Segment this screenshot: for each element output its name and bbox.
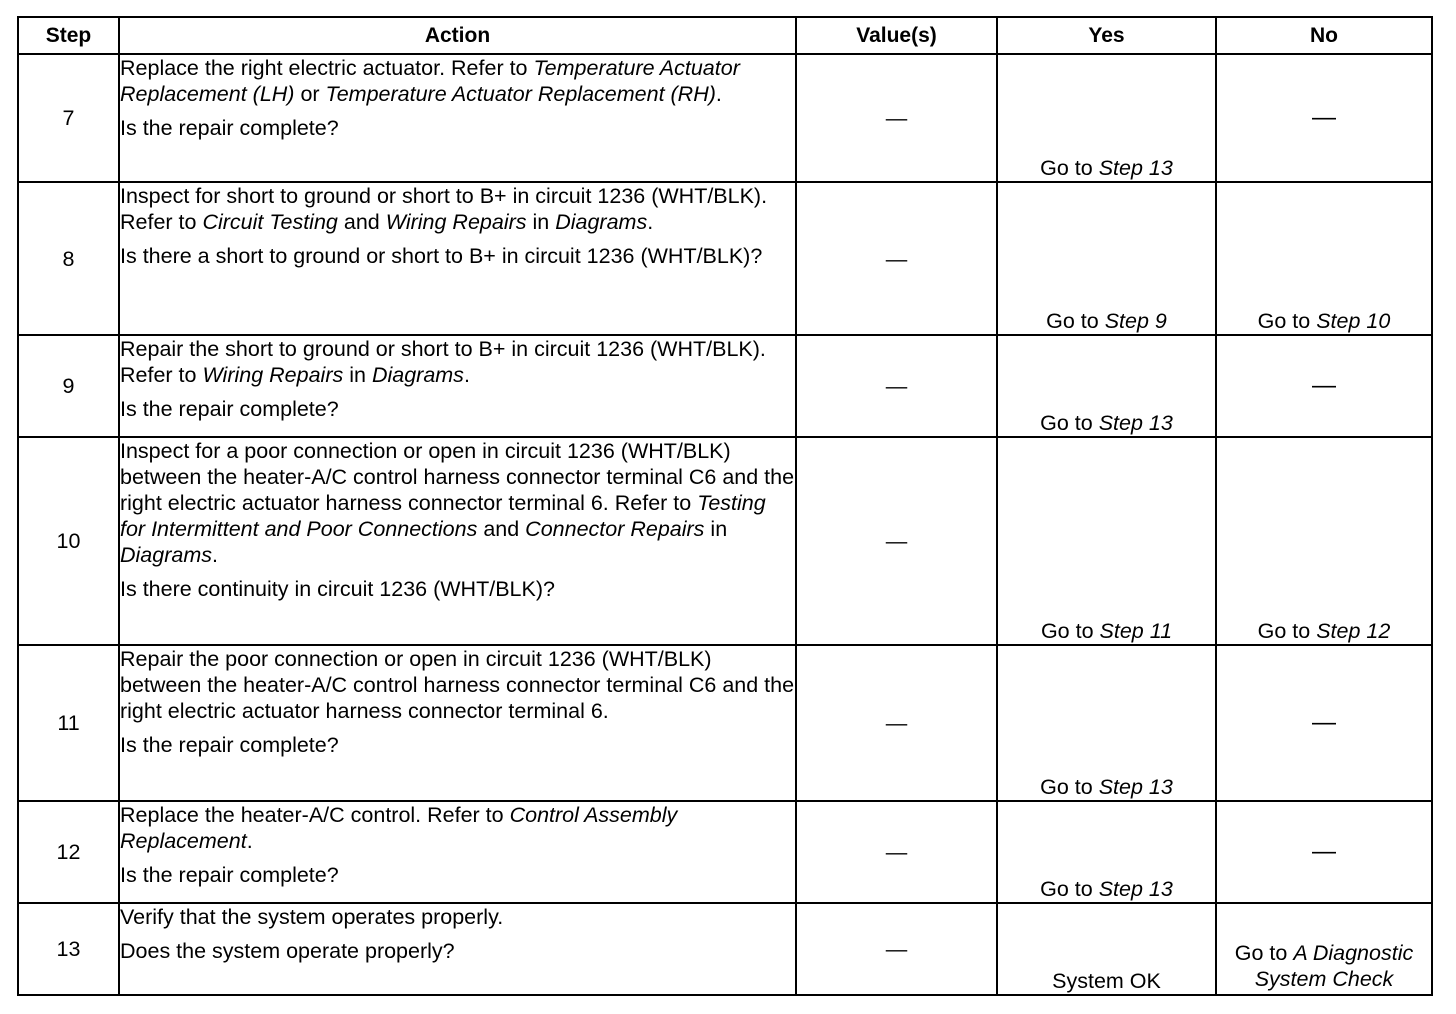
action-text (120, 646, 795, 724)
no-cell: Go to Step 10 (1216, 182, 1432, 335)
no-cell: — (1216, 645, 1432, 801)
table-row (18, 54, 1432, 182)
action-text-segment: Repair the short to ground or short to B+ in circuit 1236 (WHT/BLK). Refer to (120, 337, 766, 387)
action-cell (119, 54, 796, 182)
table-row (18, 182, 1432, 335)
action-text-segment: and (477, 517, 526, 541)
action-cell (119, 335, 796, 437)
step-number: 10 (18, 437, 119, 645)
step-reference: Step 10 (1316, 309, 1391, 333)
reference-link-text: Temperature Actuator Replacement (RH) (325, 82, 716, 106)
value-cell: — (796, 182, 997, 335)
yes-cell: Go to Step 13 (997, 335, 1216, 437)
step-reference: Step 12 (1316, 619, 1391, 643)
reference-link-text: Temperature Actuator Replacement (LH) (120, 56, 740, 106)
reference-link-text: Diagrams (120, 543, 212, 567)
yes-cell: Go to Step 11 (997, 437, 1216, 645)
action-text-segment: . (212, 543, 218, 567)
action-text (120, 904, 795, 930)
action-text-segment: Repair the poor connection or open in circuit 1236 (WHT/BLK) between the heater-A/C control harness connector terminal C6 and the right electric actuator harness connector terminal 6. (120, 647, 795, 723)
yes-cell: Go to Step 13 (997, 801, 1216, 903)
action-question: Does the system operate properly? (120, 939, 455, 963)
value-cell: — (796, 335, 997, 437)
yes-cell: Go to Step 13 (997, 645, 1216, 801)
action-question: Is the repair complete? (120, 733, 339, 757)
action-cell (119, 903, 796, 995)
action-text-segment: . (715, 82, 722, 106)
value-cell: — (796, 801, 997, 903)
action-text (120, 438, 795, 568)
reference-link-text: Wiring Repairs (202, 363, 344, 387)
yes-cell: System OK (997, 903, 1216, 995)
reference-link-text: Connector Repairs (525, 517, 705, 541)
reference-link-text: Wiring Repairs (385, 210, 527, 234)
table-row (18, 903, 1432, 995)
action-text-segment: Replace the right electric actuator. Refer to (120, 56, 534, 80)
no-cell: — (1216, 335, 1432, 437)
step-reference: Step 13 (1098, 411, 1173, 435)
action-text-segment: in (526, 210, 556, 234)
reference-link-text: Diagrams (371, 363, 464, 387)
table-row (18, 437, 1432, 645)
action-text-segment: Verify that the system operates properly. (120, 905, 504, 929)
action-text-segment: in (704, 517, 728, 541)
action-text-segment: and (337, 210, 386, 234)
action-question: Is there continuity in circuit 1236 (WHT/BLK)? (120, 577, 555, 601)
action-cell (119, 645, 796, 801)
step-number: 9 (18, 335, 119, 437)
value-cell: — (796, 437, 997, 645)
header-row (18, 17, 1432, 54)
step-reference: Step 9 (1104, 309, 1167, 333)
header-yes: Yes (997, 17, 1216, 54)
action-question: Is there a short to ground or short to B+ in circuit 1236 (WHT/BLK)? (120, 244, 763, 268)
action-cell (119, 801, 796, 903)
header-action: Action (119, 17, 796, 54)
value-cell: — (796, 903, 997, 995)
action-question: Is the repair complete? (120, 116, 339, 140)
yes-cell: Go to Step 13 (997, 54, 1216, 182)
header-values: Value(s) (796, 17, 997, 54)
value-cell: — (796, 54, 997, 182)
table-row (18, 645, 1432, 801)
step-number: 12 (18, 801, 119, 903)
table-row (18, 801, 1432, 903)
step-number: 11 (18, 645, 119, 801)
reference-link-text: Diagrams (555, 210, 648, 234)
action-cell (119, 437, 796, 645)
step-reference: Step 13 (1098, 156, 1173, 180)
action-text (120, 55, 795, 107)
table-row (18, 335, 1432, 437)
reference-link-text: Testing for Intermittent and Poor Connections (120, 491, 766, 541)
action-text-segment: . (647, 210, 654, 234)
step-reference: Step 13 (1098, 775, 1173, 799)
action-text-segment: Inspect for short to ground or short to B+ in circuit 1236 (WHT/BLK). Refer to (120, 184, 768, 234)
reference-link-text: Circuit Testing (202, 210, 338, 234)
no-cell: Go to A Diagnostic System Check (1216, 903, 1432, 995)
action-text-segment: . (463, 363, 470, 387)
no-cell: Go to Step 12 (1216, 437, 1432, 645)
step-number: 13 (18, 903, 119, 995)
step-reference: Step 11 (1099, 619, 1173, 643)
step-reference: Step 13 (1098, 877, 1173, 901)
step-number: 7 (18, 54, 119, 182)
action-text (120, 336, 795, 388)
action-text (120, 183, 795, 235)
action-text-segment: Inspect for a poor connection or open in circuit 1236 (WHT/BLK) between the heater-A/C control harness connector terminal C6 and the right electric actuator harness connector terminal 6. Refer to (120, 439, 795, 515)
header-step: Step (18, 17, 119, 54)
action-question: Is the repair complete? (120, 397, 339, 421)
diagnostic-table (17, 16, 1433, 996)
no-cell: — (1216, 54, 1432, 182)
no-cell: — (1216, 801, 1432, 903)
action-cell (119, 182, 796, 335)
header-no: No (1216, 17, 1432, 54)
value-cell: — (796, 645, 997, 801)
action-text-segment: or (294, 82, 326, 106)
yes-cell: Go to Step 9 (997, 182, 1216, 335)
action-text-segment: in (343, 363, 372, 387)
step-number: 8 (18, 182, 119, 335)
action-text-segment: . (246, 829, 253, 853)
reference-link-text: Control Assembly Replacement (120, 803, 678, 853)
action-text (120, 802, 795, 854)
action-text-segment: Replace the heater-A/C control. Refer to (120, 803, 510, 827)
step-reference: A Diagnostic System Check (1254, 941, 1414, 991)
action-question: Is the repair complete? (120, 863, 339, 887)
